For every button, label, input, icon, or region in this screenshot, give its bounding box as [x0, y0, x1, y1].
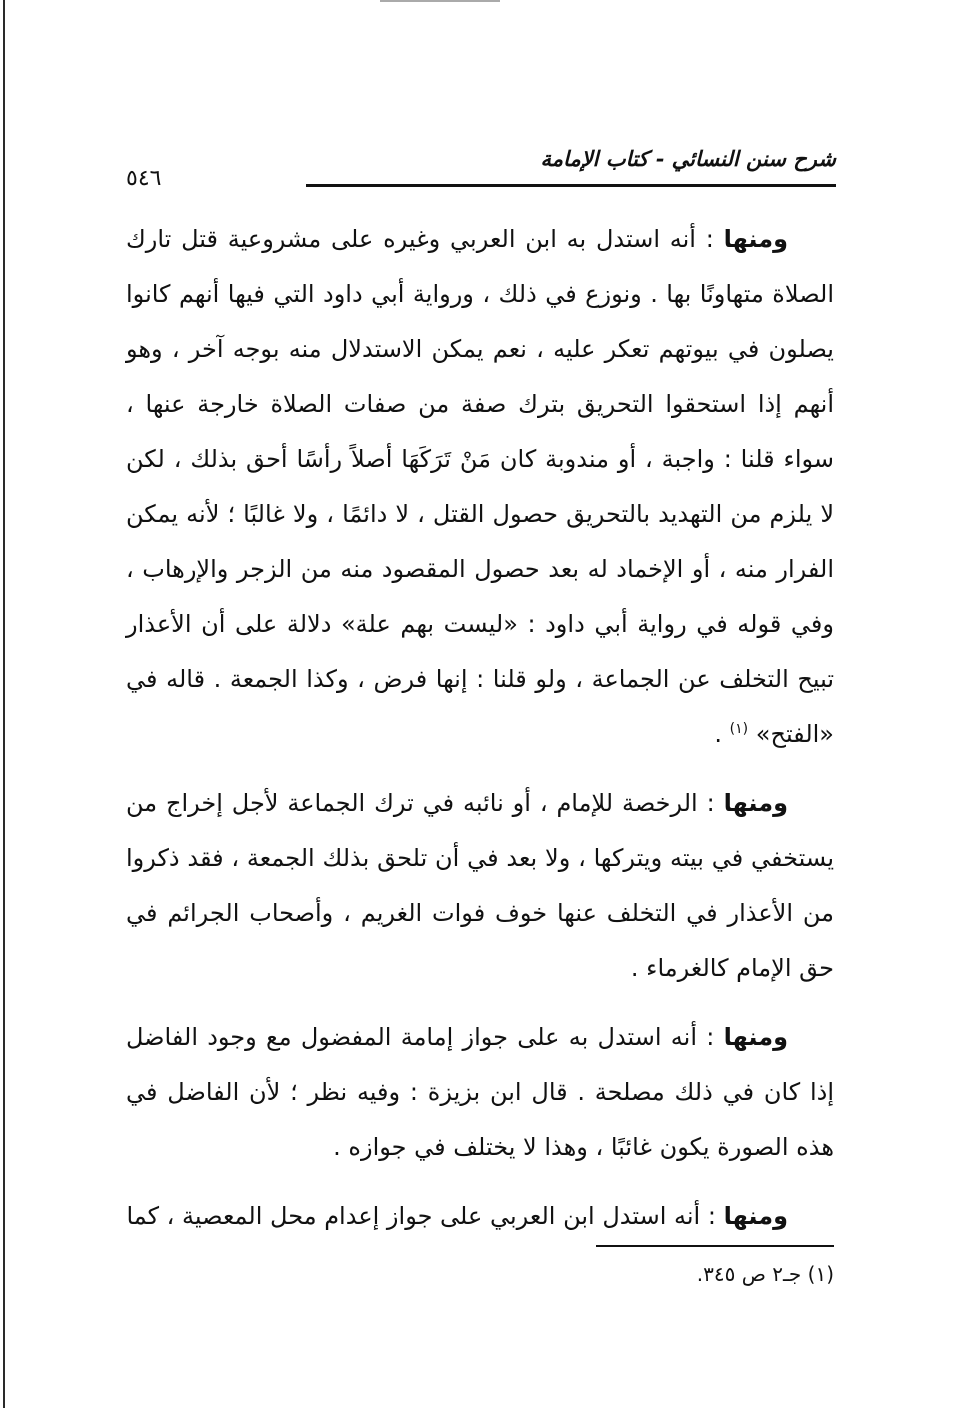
paragraph-keyword: ومنها [723, 789, 788, 817]
header-rule [306, 184, 836, 187]
paragraph-text: : أنه استدل ابن العربي على جواز إعدام محل المعصية ، كما [126, 1202, 724, 1230]
footnote: (١) جـ٢ ص ٣٤٥. [696, 1262, 834, 1286]
paragraph-keyword: ومنها [723, 1023, 788, 1051]
paragraph [126, 1010, 834, 1175]
footnote-separator [596, 1245, 834, 1247]
paragraph-tail: . [714, 720, 730, 748]
page-edge [3, 0, 5, 1408]
footnote-reference[interactable]: (١) [729, 721, 749, 737]
paragraph-text: : الرخصة للإمام ، أو نائبه في ترك الجماعة لأجل إخراج من يستخفي في بيته ويتركها ، ولا بعد في أن تلحق بذلك الجمعة ، فقد ذكروا من الأعذار في التخلف عنها خوف فوات الغريم ، وأصحاب الجرائم في حق الإمام كالغرماء . [126, 789, 834, 982]
paragraph-text: : أنه استدل به على جواز إمامة المفضول مع وجود الفاضل إذا كان في ذلك مصلحة . قال ابن بزيزة : وفيه نظر ؛ لأن الفاضل في هذه الصورة يكون غائبًا ، وهذا لا يختلف في جوازه . [126, 1023, 834, 1161]
top-scan-mark [380, 0, 500, 5]
paragraph [126, 1189, 834, 1244]
paragraph-keyword: ومنها [723, 225, 788, 253]
page-number: ٥٤٦ [126, 166, 162, 191]
page-header [126, 140, 836, 192]
paragraph [126, 212, 834, 762]
main-text [126, 212, 834, 1258]
paragraph-keyword: ومنها [723, 1202, 788, 1230]
paragraph [126, 776, 834, 996]
paragraph-text: : أنه استدل به ابن العربي وغيره على مشروعية قتل تارك الصلاة متهاونًا بها . ونوزع في ذلك ، ورواية أبي داود التي فيها أنهم كانوا يصلون في بيوتهم تعكر عليه ، نعم يمكن الاستدلال منه بوجه آخر ، وهو أنهم إذا استحقوا التحريق بترك صفة من صفات الصلاة خارجة عنها ، سواء قلنا : واجبة ، أو مندوبة كان مَنْ تَرَكَهَا أصلاً رأسًا أحق بذلك ، لكن لا يلزم من التهديد بالتحريق حصول القتل ، لا دائمًا ، ولا غالبًا ؛ لأنه يمكن الفرار منه ، أو الإخماد له بعد حصول المقصود منه من الزجر والإرهاب ، وفي قوله في رواية أبي داود : «ليست بهم علة» دلالة على أن الأعذار تبيح التخلف عن الجماعة ، ولو قلنا : إنها فرض ، وكذا الجمعة . قاله في «الفتح» [126, 225, 834, 748]
running-title: شرح سنن النسائي - كتاب الإمامة [540, 146, 836, 171]
